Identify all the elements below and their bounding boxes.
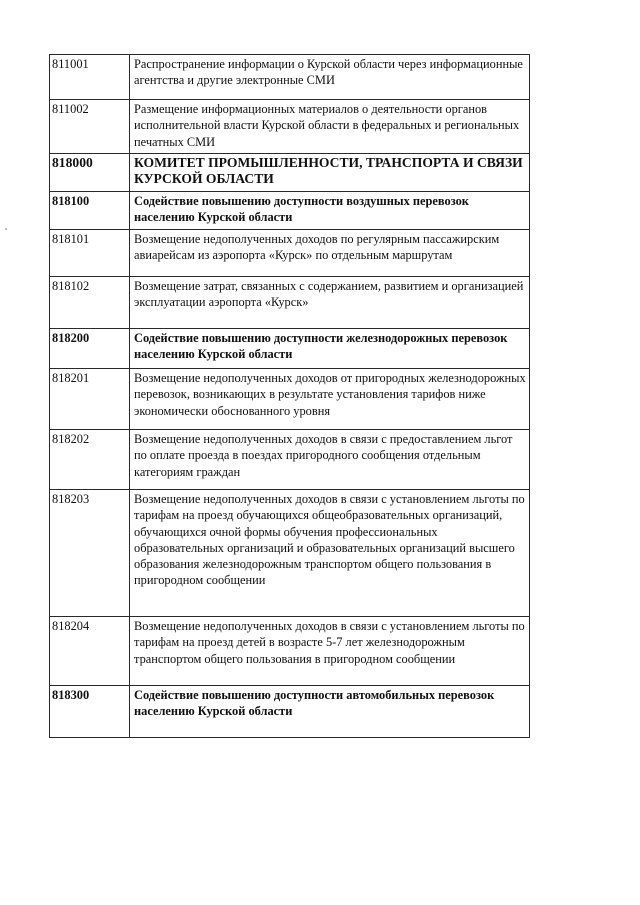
row-code: 818101 — [50, 230, 130, 277]
row-code: 818200 — [50, 329, 130, 369]
scan-speck — [5, 228, 7, 230]
row-code: 818100 — [50, 192, 130, 230]
row-description: Возмещение недополученных доходов в связи с предоставлением льгот по оплате проезда в поездах пригородного сообщения отдельным категориям граждан — [130, 430, 530, 490]
table-row — [50, 192, 530, 230]
row-code: 818300 — [50, 686, 130, 738]
row-description: Размещение информационных материалов о деятельности органов исполнительной власти Курской области в федеральных и региональных печатных СМИ — [130, 100, 530, 154]
row-description: Содействие повышению доступности железнодорожных перевозок населению Курской области — [130, 329, 530, 369]
row-description: Возмещение недополученных доходов в связи с установлением льготы по тарифам на проезд обучающихся общеобразовательных организаций, обучающихся очной формы обучения профессиональных образовательных организаций и образовательных организаций высшего образования железнодорожным транспортом общего пользования в пригородном сообщении — [130, 490, 530, 617]
table-row — [50, 100, 530, 154]
table-row — [50, 55, 530, 100]
row-description: Распространение информации о Курской области через информационные агентства и другие электронные СМИ — [130, 55, 530, 100]
table-row — [50, 686, 530, 738]
row-description: Содействие повышению доступности автомобильных перевозок населению Курской области — [130, 686, 530, 738]
row-description: Возмещение затрат, связанных с содержанием, развитием и организацией эксплуатации аэропорта «Курск» — [130, 277, 530, 329]
table-row — [50, 430, 530, 490]
row-code: 811002 — [50, 100, 130, 154]
row-code: 818203 — [50, 490, 130, 617]
table-row — [50, 369, 530, 430]
table-row — [50, 154, 530, 192]
table-row — [50, 617, 530, 686]
row-code: 811001 — [50, 55, 130, 100]
row-code: 818000 — [50, 154, 130, 192]
row-description: Возмещение недополученных доходов от пригородных железнодорожных перевозок, возникающих в результате установления тарифов ниже экономически обоснованного уровня — [130, 369, 530, 430]
row-description: Содействие повышению доступности воздушных перевозок населению Курской области — [130, 192, 530, 230]
row-code: 818201 — [50, 369, 130, 430]
row-description: КОМИТЕТ ПРОМЫШЛЕННОСТИ, ТРАНСПОРТА И СВЯЗИ КУРСКОЙ ОБЛАСТИ — [130, 154, 530, 192]
table-row — [50, 277, 530, 329]
row-code: 818202 — [50, 430, 130, 490]
row-code: 818204 — [50, 617, 130, 686]
row-description: Возмещение недополученных доходов по регулярным пассажирским авиарейсам из аэропорта «Курск» по отдельным маршрутам — [130, 230, 530, 277]
table-row — [50, 490, 530, 617]
row-code: 818102 — [50, 277, 130, 329]
table-row — [50, 230, 530, 277]
classification-table — [49, 54, 530, 738]
table-row — [50, 329, 530, 369]
row-description: Возмещение недополученных доходов в связи с установлением льготы по тарифам на проезд детей в возрасте 5-7 лет железнодорожным транспортом общего пользования в пригородном сообщении — [130, 617, 530, 686]
